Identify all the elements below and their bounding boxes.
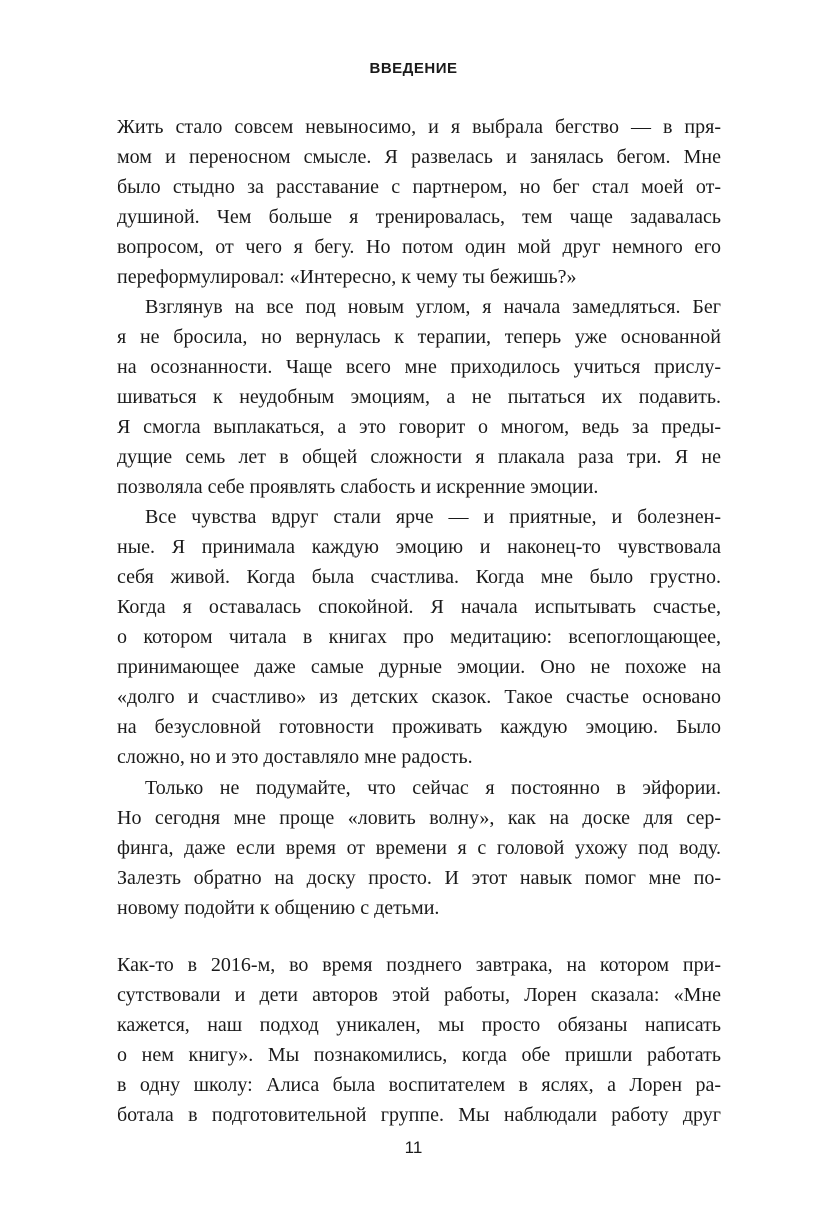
text-line: позволяла себе проявлять слабость и искренние эмоции. [117,476,599,498]
text-line: Все чувства вдруг стали ярче — и приятные, и болезнен- [145,506,721,528]
text-line: Жить стало совсем невыносимо, и я выбрала бегство — в пря- [117,116,721,138]
text-line: ботала в подготовительной группе. Мы наблюдали работу друг [117,1104,721,1126]
text-line: Залезть обратно на доску просто. И этот навык помог мне по- [117,867,721,889]
text-line: Но сегодня мне проще «ловить волну», как на доске для сер- [117,807,721,829]
text-line: переформулировал: «Интересно, к чему ты бежишь?» [117,266,577,288]
text-line: дущие семь лет в общей сложности я плакала раза три. Я не [117,446,721,468]
text-line: душиной. Чем больше я тренировалась, тем чаще задавалась [117,206,721,228]
text-line: сутствовали и дети авторов этой работы, Лорен сказала: «Мне [117,984,721,1006]
text-line: вопросом, от чего я бегу. Но потом один мой друг немного его [117,236,721,258]
text-line: себя живой. Когда была счастлива. Когда мне было грустно. [117,566,721,588]
text-line: принимающее даже самые дурные эмоции. Оно не похоже на [117,656,721,678]
text-line: Как-то в 2016-м, во время позднего завтрака, на котором при- [117,954,721,976]
text-line: новому подойти к общению с детьми. [117,897,440,919]
text-line: в одну школу: Алиса была воспитателем в яслях, а Лорен ра- [117,1074,721,1096]
text-line: мом и переносном смысле. Я развелась и занялась бегом. Мне [117,146,721,168]
text-line: кажется, наш подход уникален, мы просто обязаны написать [117,1014,721,1036]
text-line: я не бросила, но вернулась к терапии, теперь уже основанной [117,326,721,348]
text-line: «долго и счастливо» из детских сказок. Такое счастье основано [117,686,721,708]
text-line: Когда я оставалась спокойной. Я начала испытывать счастье, [117,596,721,618]
text-line: ные. Я принимала каждую эмоцию и наконец-то чувствовала [117,536,721,558]
text-line: Я смогла выплакаться, а это говорит о многом, ведь за преды- [117,416,721,438]
text-line: на безусловной готовности проживать каждую эмоцию. Было [117,716,721,738]
text-line: Взглянув на все под новым углом, я начала замедляться. Бег [145,296,721,318]
text-line: шиваться к неудобным эмоциям, а не пытаться их подавить. [117,386,721,408]
text-line: Только не подумайте, что сейчас я постоянно в эйфории. [145,777,721,799]
text-line: о нем книгу». Мы познакомились, когда обе пришли работать [117,1044,721,1066]
text-line: на осознанности. Чаще всего мне приходилось учиться прислу- [117,356,721,378]
text-line: финга, даже если время от времени я с головой ухожу под воду. [117,837,721,859]
text-line: сложно, но и это доставляло мне радость. [117,746,473,768]
running-head: ВВЕДЕНИЕ [369,60,458,77]
page-number: 11 [404,1138,423,1157]
text-line: о котором читала в книгах про медитацию: всепоглощающее, [117,626,721,648]
text-line: было стыдно за расставание с партнером, но бег стал моей от- [117,176,721,198]
